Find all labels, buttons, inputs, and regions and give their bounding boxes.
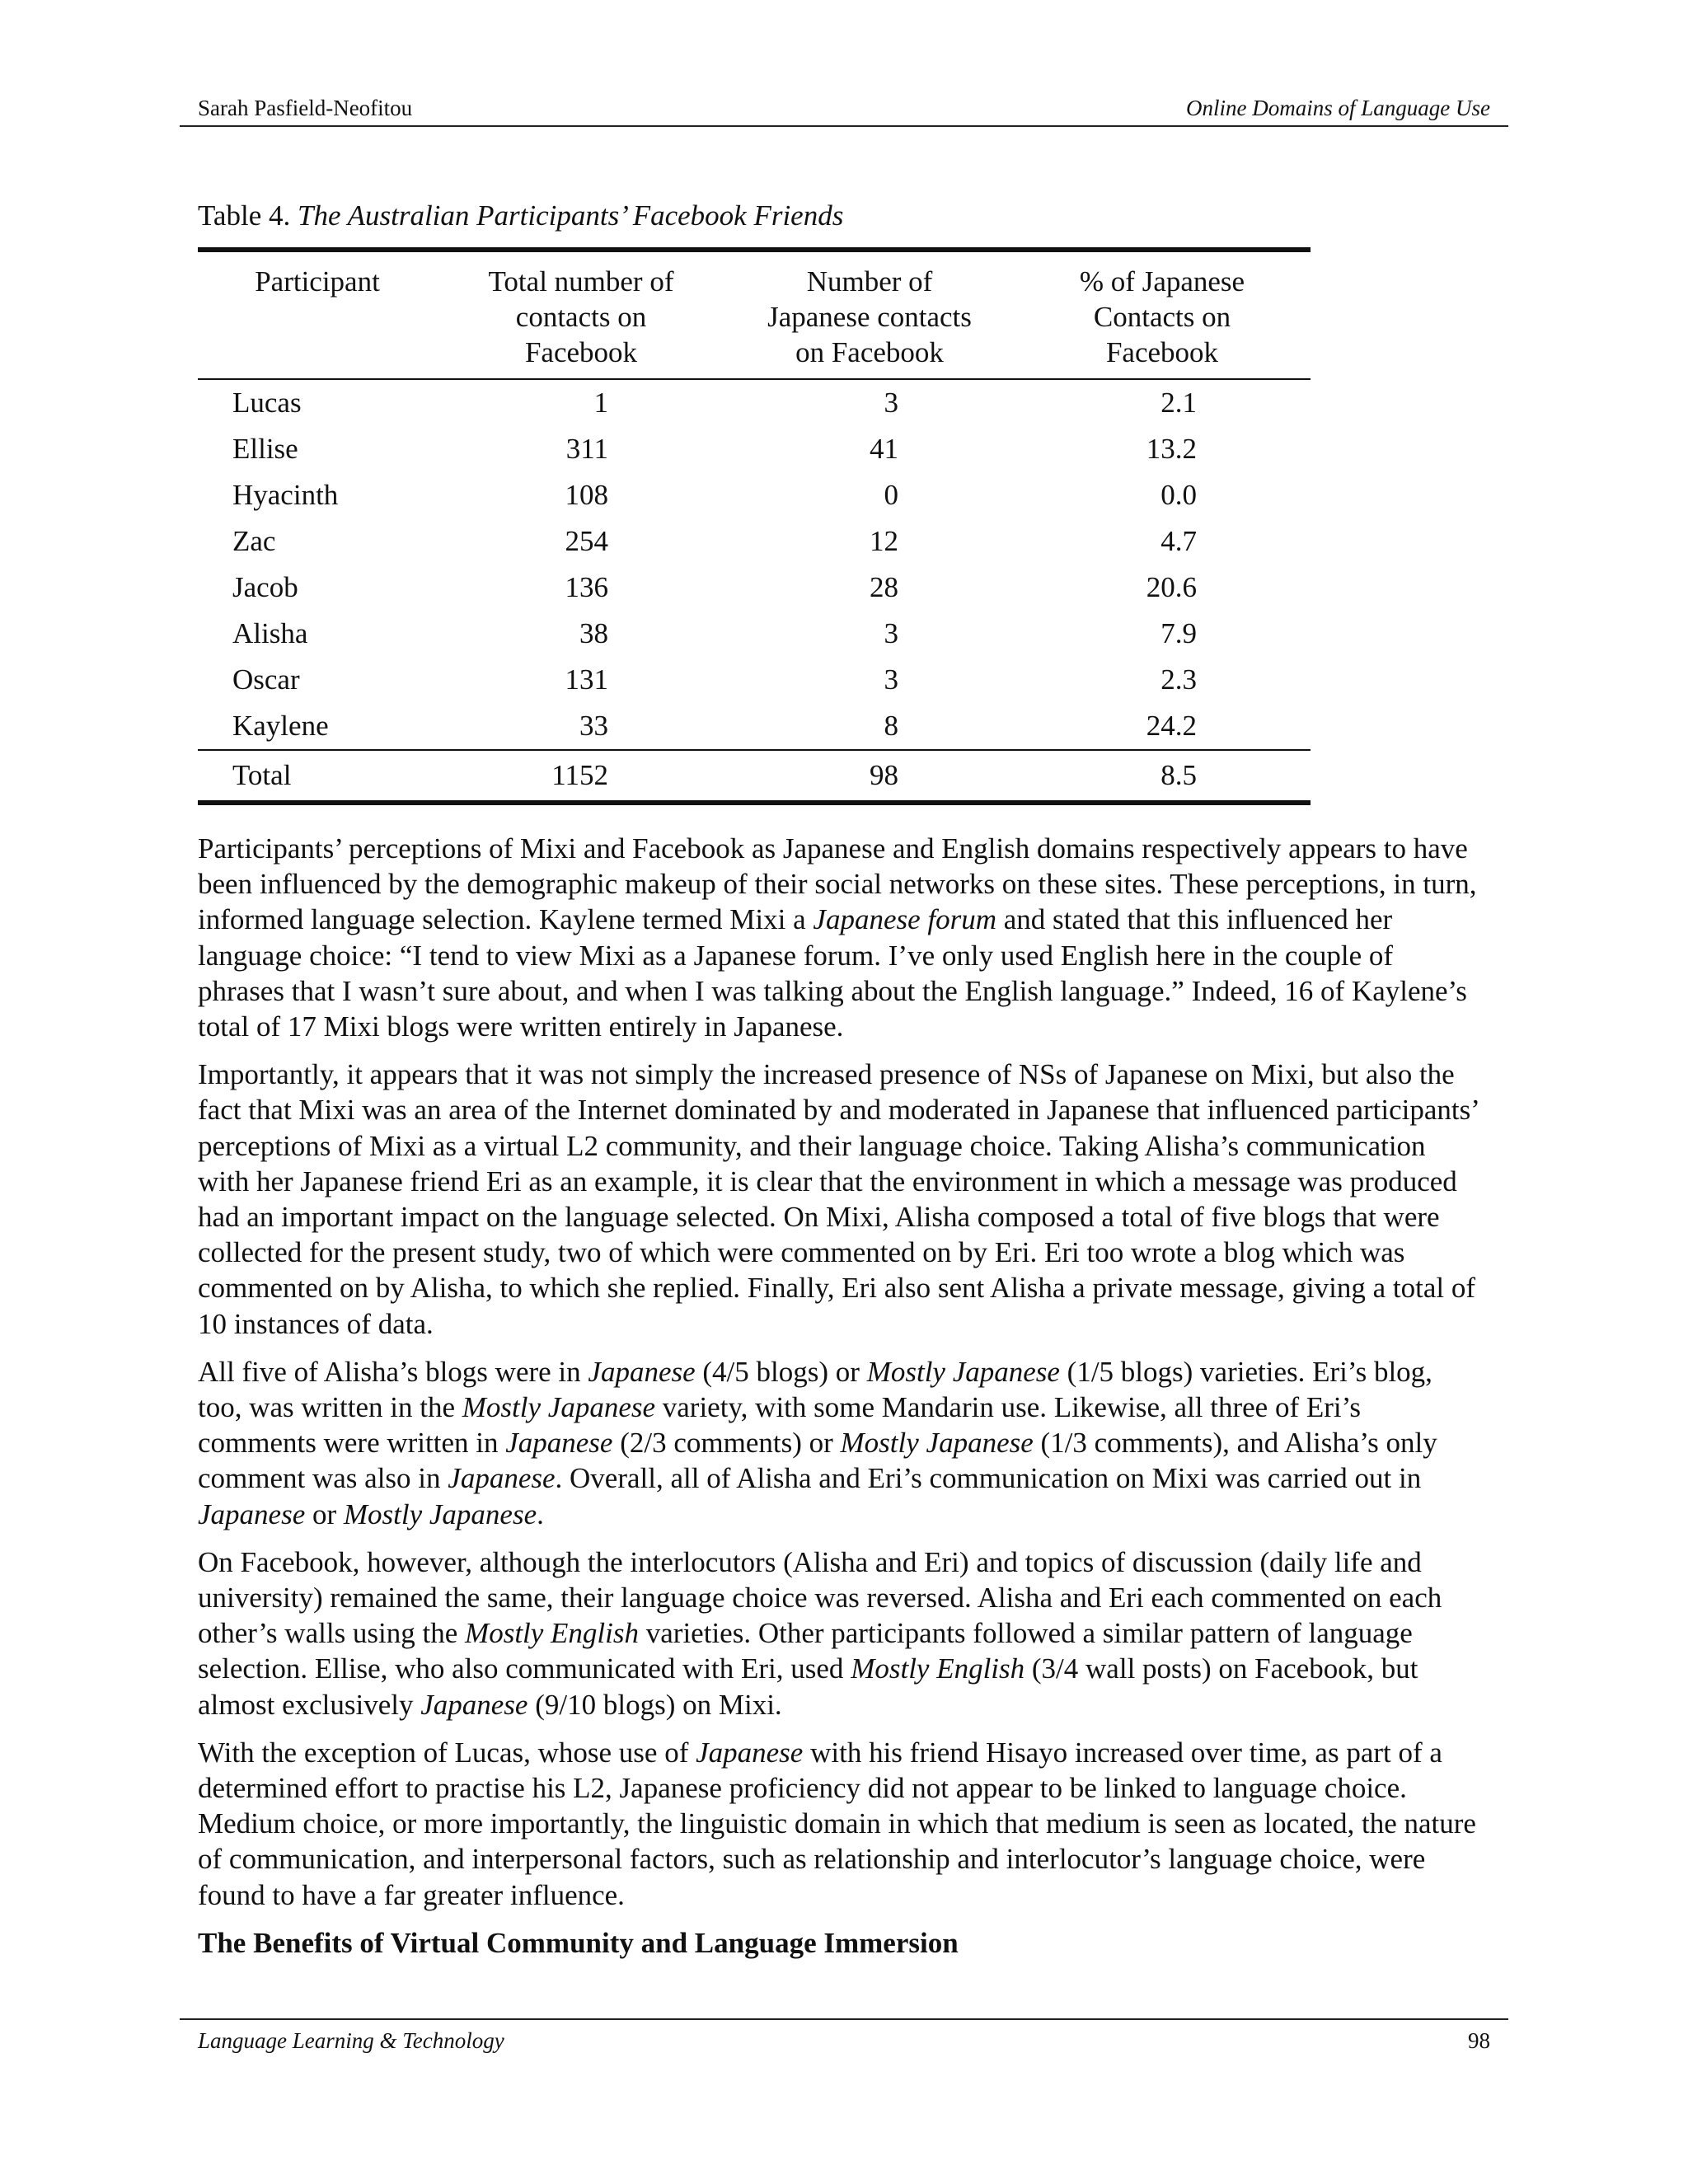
paragraph: [198, 1544, 1484, 1722]
japanese-contacts-cell: 12: [870, 525, 898, 557]
column-header-participant: [198, 250, 437, 379]
participant-name-cell: Zac: [232, 525, 276, 557]
total-contacts-cell: 131: [565, 663, 608, 696]
italic-term: Japanese: [420, 1688, 528, 1721]
percent-japanese-cell: 20.6: [1146, 571, 1197, 603]
total-contacts-cell: 38: [579, 617, 608, 649]
text-run: Participants’ perceptions of Mixi and Facebook as Japanese and English domains respectively appears to have been influenced by the demographic makeup of their social networks on these sites. These perceptions, in turn, informed language selection. Kaylene termed Mixi a: [198, 832, 1477, 936]
percent-japanese-cell: 2.1: [1160, 387, 1197, 419]
italic-term: Mostly Japanese: [840, 1427, 1034, 1460]
percent-japanese-cell: 13.2: [1146, 433, 1197, 465]
japanese-contacts-cell: 28: [870, 571, 898, 603]
japanese-contacts-cell: 3: [884, 663, 898, 696]
participant-name-cell: Hyacinth: [232, 479, 339, 511]
participant-name-cell: Jacob: [232, 571, 298, 603]
header-line: Facebook: [524, 336, 638, 368]
text-run: .: [537, 1497, 544, 1530]
header-line: contacts on: [515, 301, 647, 333]
paragraph: [198, 1735, 1484, 1913]
facebook-friends-table: [198, 247, 1311, 805]
table-header-row: [198, 250, 1311, 379]
footer-journal-name: Language Learning & Technology: [198, 2028, 504, 2053]
percent-japanese-cell: 7.9: [1160, 617, 1197, 649]
percent-japanese-cell: 2.3: [1160, 663, 1197, 696]
italic-term: Mostly Japanese: [462, 1391, 656, 1424]
italic-term: Japanese: [505, 1427, 613, 1460]
total-percent-cell: 8.5: [1160, 759, 1197, 791]
text-run: With the exception of Lucas, whose use of: [198, 1736, 696, 1769]
total-label: Total: [232, 759, 292, 791]
total-contacts-cell: 136: [565, 571, 608, 603]
text-run: varieties. Other participants followed a similar pattern of language selection. Ellise, who also communicated with Eri, used: [198, 1617, 1413, 1685]
participant-name-cell: Kaylene: [232, 710, 329, 742]
italic-term: Japanese: [448, 1462, 556, 1495]
italic-term: Japanese: [696, 1736, 804, 1769]
header-line: on Facebook: [795, 336, 944, 368]
text-run: (9/10 blogs) on Mixi.: [528, 1688, 782, 1721]
japanese-contacts-cell: 41: [870, 433, 898, 465]
italic-term: Mostly Japanese: [866, 1355, 1060, 1388]
text-run: All five of Alisha’s blogs were in: [198, 1355, 588, 1388]
running-head-author: Sarah Pasfield-Neofitou: [198, 96, 413, 120]
header-line: Total number of: [488, 265, 674, 298]
text-run: with his friend Hisayo increased over time, as part of a determined effort to practise his L2, Japanese proficiency did not appear to be linked to language choice. Medium choice, or more importantly, the linguistic domain in which that medium is seen as located, the nature of communication, and interpersonal factors, such as relationship and interlocutor’s language choice, were found to have a far greater influence.: [198, 1736, 1476, 1911]
participant-name-cell: Alisha: [232, 617, 308, 649]
header-line: Facebook: [1105, 336, 1219, 368]
column-header-percent-japanese: [1014, 250, 1311, 379]
header-line: Contacts on: [1093, 301, 1231, 333]
italic-term: Mostly Japanese: [343, 1497, 537, 1530]
italic-term: Mostly English: [465, 1617, 640, 1650]
total-contacts-cell: 1: [593, 387, 608, 419]
table-row: [198, 611, 1311, 657]
total-contacts-cell: 108: [565, 479, 608, 511]
japanese-contacts-cell: 8: [884, 710, 898, 742]
percent-japanese-cell: 0.0: [1160, 479, 1197, 511]
total-contacts-cell: 311: [565, 433, 608, 465]
italic-term: Japanese forum: [813, 903, 997, 936]
table-row: [198, 472, 1311, 518]
table-row: [198, 518, 1311, 565]
percent-japanese-cell: 4.7: [1160, 525, 1197, 557]
column-header-japanese-contacts: [725, 250, 1014, 379]
body-text: [198, 831, 1484, 1961]
total-japanese-cell: 98: [870, 759, 898, 791]
page-footer: [180, 2018, 1508, 2053]
italic-term: Japanese: [198, 1497, 306, 1530]
table-total-row: [198, 750, 1311, 803]
italic-term: Mostly English: [851, 1652, 1025, 1685]
header-line: Japanese contacts: [767, 301, 972, 333]
table-caption-title: The Australian Participants’ Facebook Friends: [297, 199, 844, 232]
total-contacts-cell: 254: [565, 525, 608, 557]
table-caption-label: Table 4.: [198, 199, 291, 232]
percent-japanese-cell: 24.2: [1146, 710, 1197, 742]
japanese-contacts-cell: 3: [884, 617, 898, 649]
section-heading: The Benefits of Virtual Community and Language Immersion: [198, 1926, 959, 1959]
text-run: (2/3 comments) or: [612, 1427, 841, 1460]
paragraph: [198, 1057, 1484, 1342]
running-head: [180, 94, 1508, 127]
total-contacts-cell: 33: [579, 710, 608, 742]
text-run: (1/5 blogs) varieties. Eri’s blog, too, was written in the: [198, 1355, 1432, 1424]
text-run: (4/5 blogs) or: [695, 1355, 867, 1388]
header-line: % of Japanese: [1079, 265, 1245, 298]
page-number: 98: [1468, 2028, 1490, 2053]
japanese-contacts-cell: 0: [884, 479, 898, 511]
italic-term: Japanese: [588, 1355, 696, 1388]
table-row: [198, 703, 1311, 750]
text-run: (3/4 wall posts) on Facebook, but almost exclusively: [198, 1652, 1418, 1721]
text-run: variety, with some Mandarin use. Likewise, all three of Eri’s comments were written in: [198, 1391, 1361, 1460]
header-line: Participant: [255, 265, 380, 298]
text-run: On Facebook, however, although the interlocutors (Alisha and Eri) and topics of discussion (daily life and university) remained the same, their language choice was reversed. Alisha and Eri each commented on each other’s walls using the: [198, 1545, 1442, 1650]
header-line: Number of: [806, 265, 933, 298]
table-row: [198, 565, 1311, 611]
table-caption: [198, 199, 843, 232]
paragraph: [198, 1354, 1484, 1532]
text-run: (1/3 comments), and Alisha’s only comment was also in: [198, 1427, 1437, 1495]
text-run: Importantly, it appears that it was not simply the increased presence of NSs of Japanese on Mixi, but also the fact that Mixi was an area of the Internet dominated by and moderated in Japanese that influenced participants’ perceptions of Mixi as a virtual L2 community, and their language choice. Taking Alisha’s communication with her Japanese friend Eri as an example, it is clear that the environment in which a message was produced had an important impact on the language selected. On Mixi, Alisha composed a total of five blogs that were collected for the present study, two of which were commented on by Eri. Eri too wrote a blog which was commented on by Alisha, to which she replied. Finally, Eri also sent Alisha a private message, giving a total of 10 instances of data.: [198, 1058, 1479, 1340]
japanese-contacts-cell: 3: [884, 387, 898, 419]
participant-name-cell: Lucas: [232, 387, 302, 419]
table-row: [198, 379, 1311, 426]
paragraph: [198, 831, 1484, 1044]
total-contacts-cell: 1152: [551, 759, 608, 791]
text-run: and stated that this influenced her language choice: “I tend to view Mixi as a Japanese forum. I’ve only used English here in the couple of phrases that I wasn’t sure about, and when I was talking about the English language.” Indeed, 16 of Kaylene’s total of 17 Mixi blogs were written entirely in Japanese.: [198, 903, 1467, 1043]
text-run: . Overall, all of Alisha and Eri’s communication on Mixi was carried out in: [555, 1462, 1422, 1495]
column-header-total-contacts: [437, 250, 725, 379]
participant-name-cell: Oscar: [232, 663, 300, 696]
table-row: [198, 426, 1311, 472]
running-head-title: Online Domains of Language Use: [1186, 96, 1490, 120]
table-row: [198, 657, 1311, 703]
table-body: [198, 379, 1311, 750]
participant-name-cell: Ellise: [232, 433, 298, 465]
text-run: or: [305, 1497, 344, 1530]
